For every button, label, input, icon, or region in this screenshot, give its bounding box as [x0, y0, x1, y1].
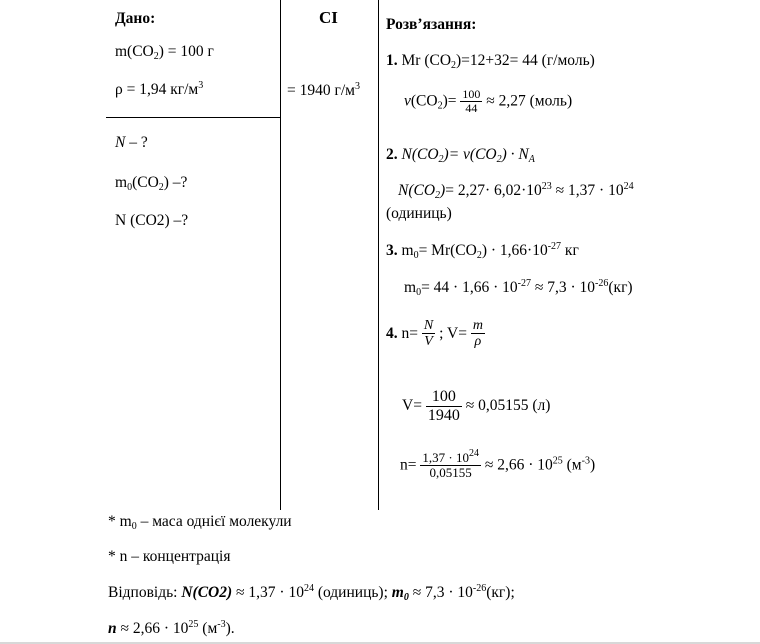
note-n: * n – концентрація — [108, 548, 231, 565]
answer-line-1: Відповідь: $N(CO2) \approx 1,37 \cdot 10^{24}$ (одиниць); $m_0 \approx 7,3 \cdot 10^{-26}(кг)$; — [108, 583, 515, 603]
column-divider-1 — [280, 0, 281, 510]
nu-formula: $\nu(CO_2)=$ $\frac{100}{44}$ ≈ 2,27 (моль) — [404, 87, 573, 116]
given-title: Дано: — [115, 10, 156, 27]
concentration-calculation: n= $\frac{1,37 \cdot 10^{24}}{0,05155}$ ≈ $2,66 \cdot 10^{25}$ $(м^{-3})$ — [400, 448, 596, 481]
column-divider-2 — [378, 0, 379, 510]
step-2: 2. $N(CO_2)= \nu(CO_2) \cdot N_A$ — [386, 146, 535, 165]
concentration-fraction: $\frac{1,37 \cdot 10^{24}}{0,05155}$ — [422, 448, 479, 481]
n-units: (одиниць) — [386, 205, 452, 222]
n-calculation: $N(CO_2)= 2,27\cdot 6,02\cdot 10^{23} \approx 1,37 \cdot 10^{24}$ — [398, 181, 634, 201]
si-density: = 1940 $г/м^3$ — [287, 81, 360, 99]
find-nco2: N (CO2) –? — [115, 212, 189, 229]
given-divider — [106, 117, 280, 118]
si-title: СІ — [319, 8, 338, 27]
solution-title: Розв’язання: — [386, 16, 477, 33]
step-1: 1. Mr $(CO_2)=12+32= 44$ (г/моль) — [386, 52, 595, 71]
n-fraction: $\frac{N}{V}$ — [423, 318, 434, 350]
v-fraction: $\frac{m}{\rho}$ — [472, 318, 483, 350]
find-m0: $m_0(CO_2)$ –? — [115, 174, 188, 193]
step-3: 3. $m_0= Mr(CO_2) \cdot 1,66\cdot 10^{-27}$ кг — [386, 241, 579, 261]
volume-calculation: V= $\frac{100}{1940}$ ≈ 0,05155 (л) — [402, 388, 551, 424]
given-mass: $m(CO_2) = 100$ г — [115, 43, 214, 62]
m0-calculation: $m_0= 44 \cdot 1,66 \cdot 10^{-27} \approx 7,3 \cdot 10^{-26}(кг)$ — [404, 278, 633, 298]
find-n: N – ? — [115, 134, 148, 151]
nu-fraction: $\frac{100}{44}$ — [462, 87, 481, 116]
volume-fraction: $\frac{100}{1940}$ — [427, 388, 460, 424]
note-m0: * $m_0$ – маса однієї молекули — [108, 513, 292, 532]
given-density: ρ = 1,94 $кг/м^3$ — [115, 80, 204, 98]
answer-line-2: $n \approx 2,66 \cdot 10^{25}$ $(м^{-3})$. — [108, 619, 235, 637]
step-4: 4. n= $\frac{N}{V}$ ; V= $\frac{m}{\rho}$ — [386, 318, 483, 350]
